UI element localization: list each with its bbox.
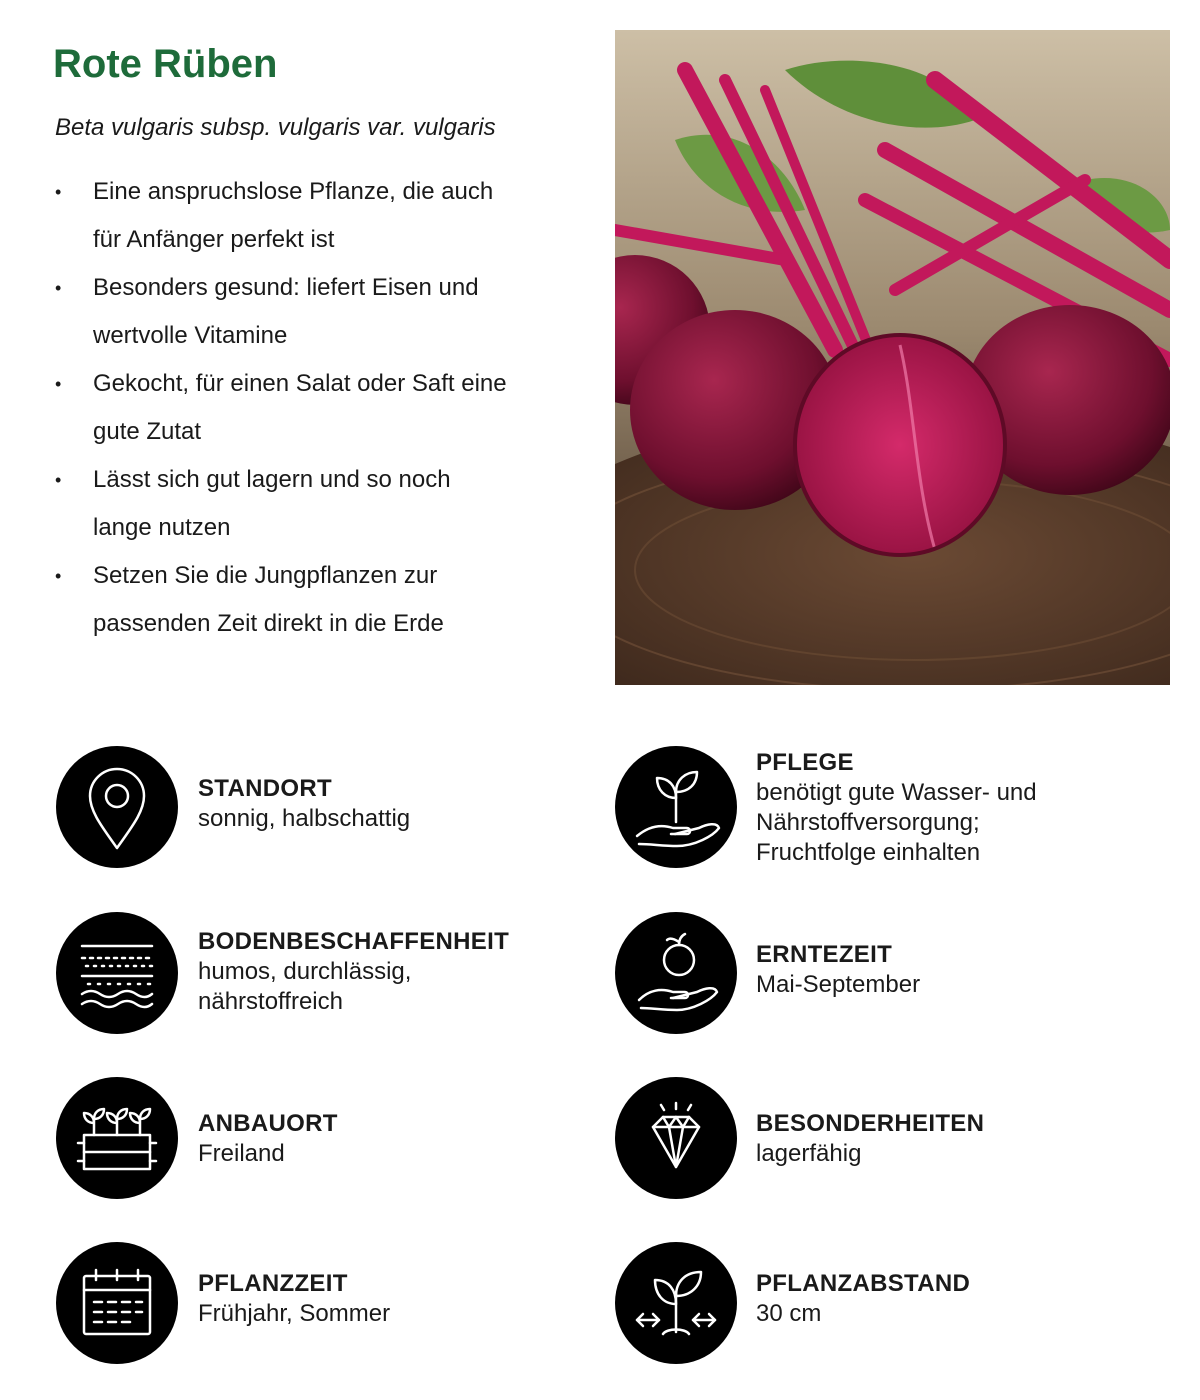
property-heading: BODENBESCHAFFENHEIT	[198, 928, 510, 955]
calendar-icon	[56, 1242, 178, 1364]
bullet-line: wertvolle Vitamine	[93, 322, 288, 349]
property-heading: PFLANZABSTAND	[756, 1270, 971, 1297]
bullet-line: für Anfänger perfekt ist	[93, 226, 335, 253]
seedling-hand-icon	[615, 746, 737, 868]
property-value: benötigt gute Wasser- und Nährstoffversorgung; Fruchtfolge einhalten	[756, 779, 1037, 866]
latin-name: Beta vulgaris subsp. vulgaris var. vulgaris	[55, 114, 496, 141]
raised-bed-icon	[56, 1077, 178, 1199]
property-boden	[198, 927, 598, 1017]
property-value: humos, durchlässig, nährstoffreich	[198, 958, 412, 1015]
bullet-line: Gekocht, für einen Salat oder Saft eine	[93, 370, 507, 397]
list-item	[55, 360, 575, 456]
property-heading: PFLANZZEIT	[198, 1270, 348, 1297]
list-item	[55, 264, 575, 360]
bullet-dot: •	[55, 566, 62, 586]
property-value: Frühjahr, Sommer	[198, 1300, 391, 1327]
page-title: Rote Rüben	[53, 42, 278, 86]
property-value: 30 cm	[756, 1300, 822, 1327]
bullet-dot: •	[55, 374, 62, 394]
property-value: lagerfähig	[756, 1140, 862, 1167]
plant-spacing-icon	[615, 1242, 737, 1364]
diamond-icon	[615, 1077, 737, 1199]
property-standort	[198, 774, 598, 834]
property-pflege	[756, 748, 1156, 868]
property-pflanzzeit	[198, 1269, 598, 1329]
bullet-line: Eine anspruchslose Pflanze, die auch	[93, 178, 494, 205]
bullet-line: Lässt sich gut lagern und so noch	[93, 466, 451, 493]
list-item	[55, 168, 575, 264]
bullet-dot: •	[55, 182, 62, 202]
property-heading: ERNTEZEIT	[756, 941, 893, 968]
property-pflanzabstand	[756, 1269, 1156, 1329]
bullet-dot: •	[55, 278, 62, 298]
property-heading: ANBAUORT	[198, 1110, 338, 1137]
location-pin-icon	[56, 746, 178, 868]
bullet-line: gute Zutat	[93, 418, 202, 445]
property-besonderheiten	[756, 1109, 1156, 1169]
soil-layers-icon	[56, 912, 178, 1034]
beetroot-illustration	[615, 30, 1170, 685]
property-erntezeit	[756, 940, 1156, 1000]
bullet-line: lange nutzen	[93, 514, 231, 541]
property-heading: BESONDERHEITEN	[756, 1110, 985, 1137]
property-heading: STANDORT	[198, 775, 332, 802]
bullet-line: Setzen Sie die Jungpflanzen zur	[93, 562, 438, 589]
bullet-dot: •	[55, 470, 62, 490]
feature-list	[55, 168, 575, 648]
property-value: Mai-September	[756, 971, 921, 998]
property-value: Freiland	[198, 1140, 285, 1167]
bullet-line: passenden Zeit direkt in die Erde	[93, 610, 444, 637]
list-item	[55, 552, 575, 648]
fruit-hand-icon	[615, 912, 737, 1034]
property-anbauort	[198, 1109, 598, 1169]
property-value: sonnig, halbschattig	[198, 805, 411, 832]
product-photo	[615, 30, 1170, 685]
property-heading: PFLEGE	[756, 749, 854, 776]
list-item	[55, 456, 575, 552]
bullet-line: Besonders gesund: liefert Eisen und	[93, 274, 479, 301]
